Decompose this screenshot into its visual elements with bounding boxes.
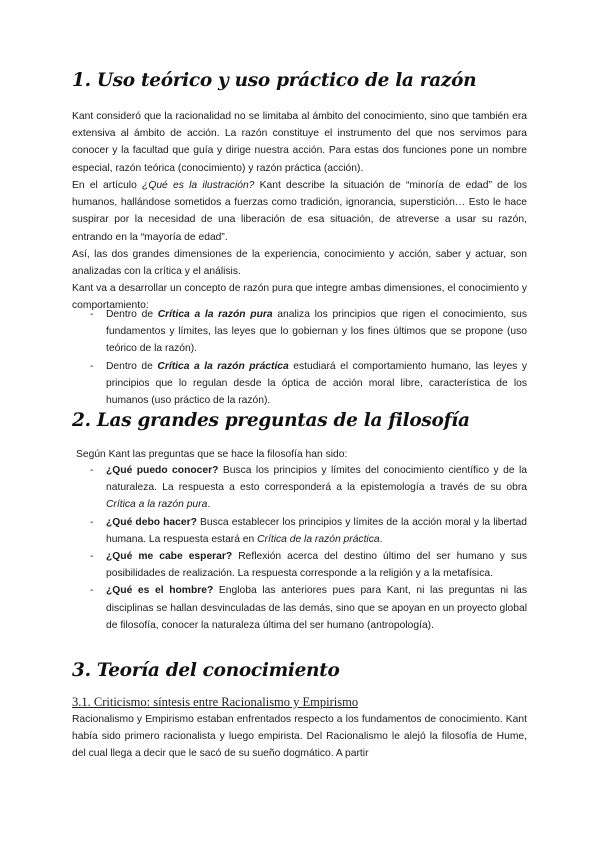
- questions-list: [72, 462, 527, 634]
- question-body: Busca establecer los principios y límites de la acción moral y la libertad humana. La respuesta estará en: [106, 516, 527, 545]
- question-text: [106, 548, 527, 582]
- paragraph-2-body: Kant describe la situación de “minoría de edad” de los humanos, hallándose sometidos a fuerzas como tradición, ignorancia, superstición… Esto le hace suspirar por la necesidad de una liberación de esa situación, de atreverse a usar su razón, entrando en la “mayoría de edad”.: [72, 180, 527, 243]
- work-title: Crítica a la razón pura: [157, 309, 273, 320]
- question-label: ¿Qué es el hombre?: [106, 585, 214, 597]
- section-1-paragraph-2: [72, 177, 527, 246]
- ilustracion-title: ¿Qué es la ilustración?: [142, 180, 255, 191]
- section-3-heading: 3. Teoría del conocimiento: [72, 660, 340, 681]
- work-title: Crítica de la razón práctica: [257, 533, 380, 545]
- bullet-dash: -: [90, 551, 94, 563]
- bullet-lead: Dentro de: [106, 309, 158, 320]
- bullet-dash: -: [90, 360, 94, 372]
- bullet-body: analiza los principios que rigen el conocimiento, sus fundamentos y límites, las leyes que lo gobiernan y los fines últimos que se propone (uso teórico de la razón).: [106, 309, 527, 355]
- bullet-body: estudiará el comportamiento humano, las leyes y principios que lo regulan desde la óptica de acción moral libre, característica de los humanos (uso práctico de la razón).: [106, 360, 527, 407]
- work-title: Crítica a la razón práctica: [157, 360, 289, 372]
- section-1-paragraph-3: Así, las dos grandes dimensiones de la experiencia, conocimiento y acción, saber y actuar, son analizadas con la crítica y el análisis.: [72, 249, 527, 278]
- bullet-lead: Dentro de: [106, 360, 158, 372]
- section-1-paragraph-4: Kant va a desarrollar un concepto de razón pura que integre ambas dimensiones, el conocimiento y comportamiento:: [72, 283, 527, 312]
- question-body: Reflexión acerca del destino último del ser humano y sus posibilidades de realización. La respuesta corresponde a la religión y a la metafísica.: [106, 551, 527, 580]
- bullet-text: [106, 358, 527, 410]
- bullet-text: [106, 306, 527, 358]
- list-item: [72, 462, 527, 514]
- question-label: ¿Qué me cabe esperar?: [106, 551, 233, 563]
- list-item: [72, 582, 527, 634]
- question-body: Busca los principios y límites del conocimiento científico y de la naturaleza. La respuesta a esto corresponderá a la epistemología a través de su obra: [106, 465, 527, 494]
- section-3-1-subheading: 3.1. Criticismo: síntesis entre Racionalismo y Empirismo: [72, 695, 359, 709]
- question-text: [106, 462, 527, 514]
- section-2-heading: 2. Las grandes preguntas de la filosofía: [72, 410, 470, 431]
- bullet-dash: -: [90, 465, 94, 476]
- section-1-paragraph-1: Kant consideró que la racionalidad no se limitaba al ámbito del conocimiento, sino que también era extensiva al ámbito de acción. La razón constituye el instrumento del que nos servimos para conocer y la facultad que guía y dirige nuestra acción. Para estas dos funciones pone un nombre especial, razón teórica (conocimiento) y razón práctica (acción).: [72, 111, 527, 174]
- bullet-dash: -: [90, 309, 94, 320]
- question-body: Engloba las anteriores pues para Kant, ni las preguntas ni las disciplinas se hallan desvinculadas de las demás, sino que se apoyan en un proyecto global de filosofía, conocer la naturaleza última del ser humano (antropología).: [106, 585, 527, 631]
- question-text: [106, 582, 527, 634]
- section-1-bullet-list: [72, 306, 527, 409]
- section-1-heading: 1. Uso teórico y uso práctico de la razón: [72, 70, 477, 91]
- list-item: [72, 358, 527, 410]
- section-2-intro: Según Kant las preguntas que se hace la filosofía han sido:: [76, 449, 348, 460]
- question-end: .: [379, 533, 383, 545]
- list-item: [72, 306, 527, 358]
- question-end: .: [207, 499, 211, 511]
- work-title: Crítica a la razón pura: [106, 499, 208, 511]
- list-item: [72, 548, 527, 582]
- question-label: ¿Qué puedo conocer?: [106, 465, 219, 476]
- section-3-paragraph-1: Racionalismo y Empirismo estaban enfrentados respecto a los fundamentos de conocimiento. Kant había sido primero racionalista y luego empirista. Del Racionalismo le alejó la filosofía de Hume, del cual llega a decir que le sacó de su sueño dogmático. A partir: [72, 714, 527, 760]
- paragraph-2-lead: En el artículo: [72, 180, 143, 191]
- bullet-dash: -: [90, 516, 94, 528]
- list-item: [72, 514, 527, 548]
- question-text: [106, 514, 527, 548]
- question-label: ¿Qué debo hacer?: [106, 516, 197, 528]
- bullet-dash: -: [90, 585, 94, 597]
